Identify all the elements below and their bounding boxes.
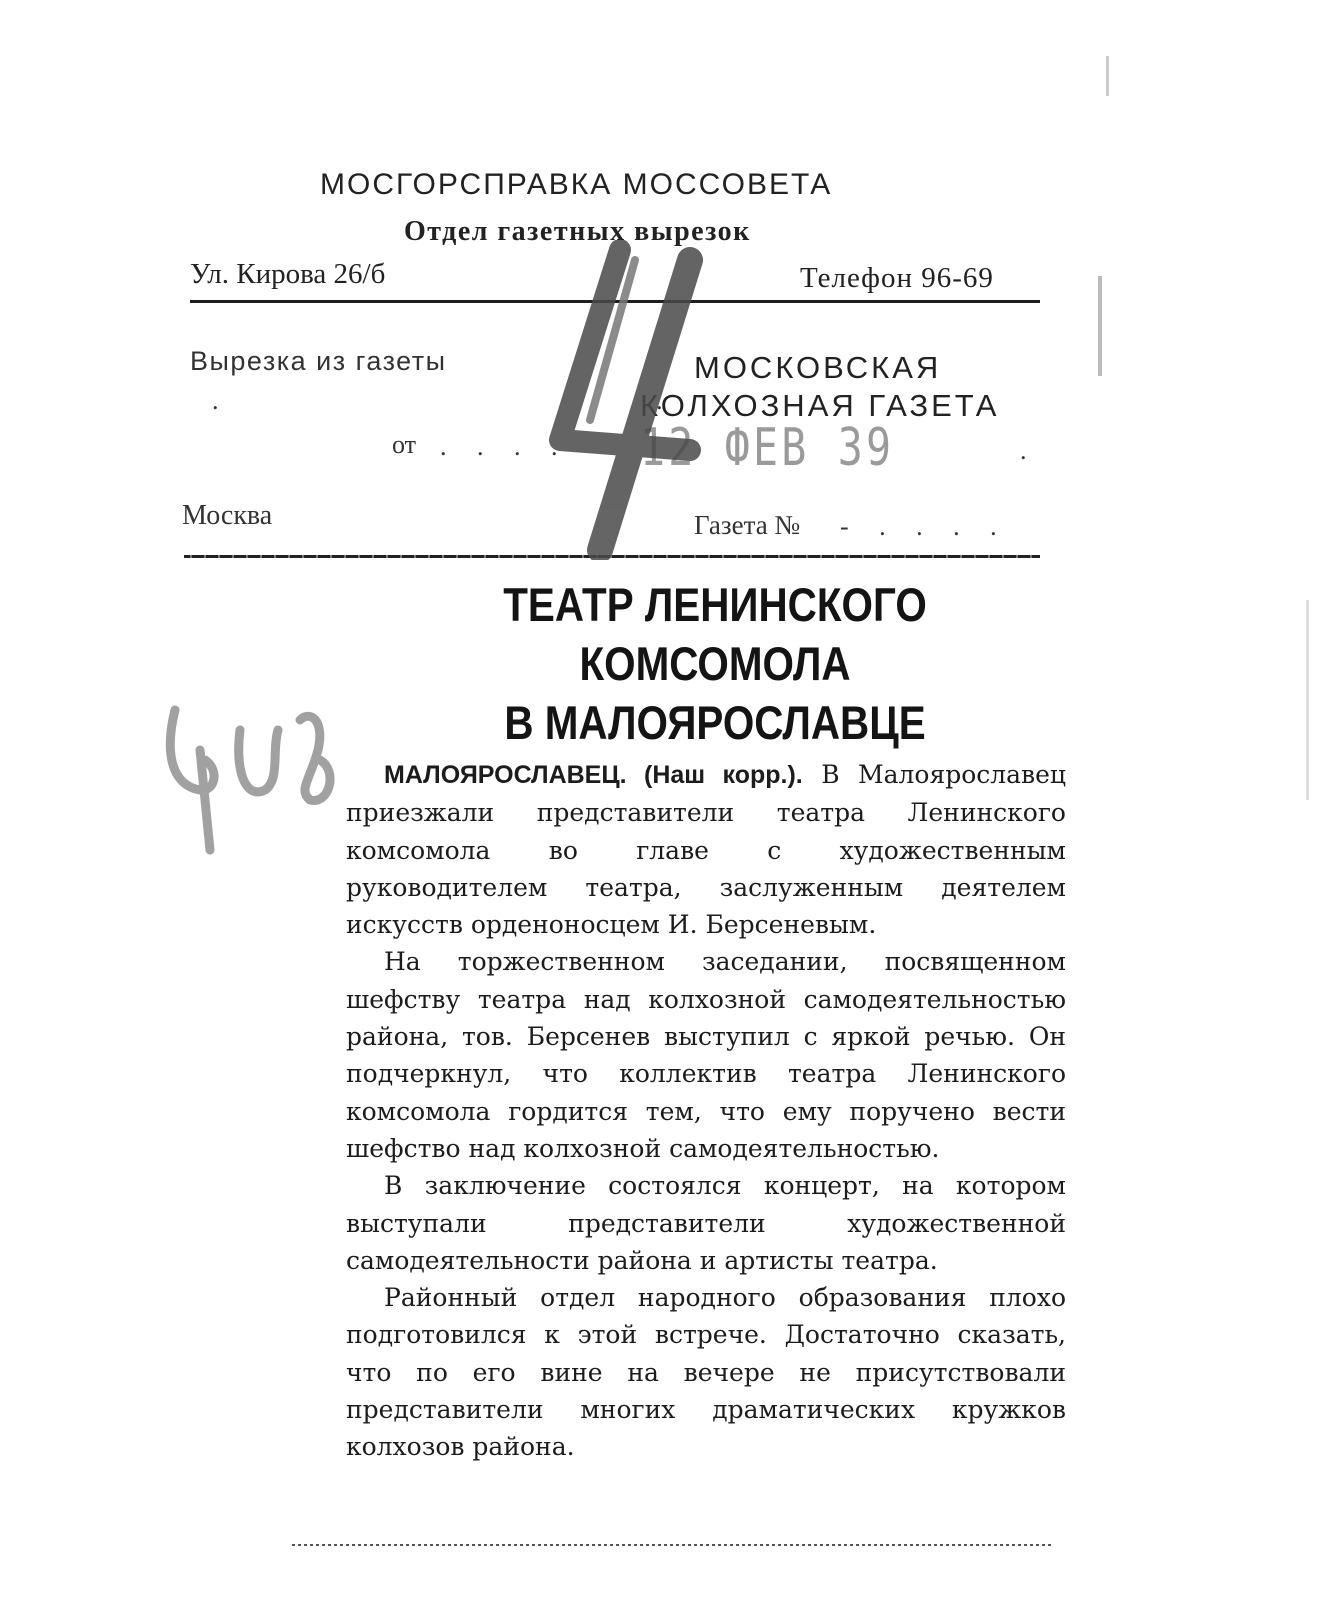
department-name: Отдел газетных вырезок [404,216,751,247]
article-dateline: МАЛОЯРОСЛАВЕЦ. (Наш корр.). [384,761,803,789]
dotted-fill: . . [212,386,675,415]
date-label: от [392,430,417,459]
scan-edge-mark [1098,276,1102,376]
publication-name-line1: МОСКОВСКАЯ [694,350,942,385]
article-paragraph: В заключение состоялся концерт, на котором выступали представители художественной самодеятельности района и артисты театра. [346,1171,1066,1275]
article-body [346,756,1066,1466]
article-paragraph: Районный отдел народного образования плохо подготовился к этой встрече. Достаточно сказать, что по его вине на вечере не присутствовали представители многих драматических кружков колхозов района. [346,1283,1066,1462]
clipping-bottom-edge [292,1544,1052,1546]
dotted-fill: - . . . . [840,512,1009,541]
article-paragraph: На торжественном заседании, посвященном шефству театра над колхозной самодеятельностью района, тов. Берсенев выступил с яркой речью. Он подчеркнул, что коллектив театра Ленинского комсомола гордится тем, что ему поручено вести шефство над колхозной самодеятельностью. [346,947,1066,1163]
date-stamp: 12 ФЕВ 39 [640,418,895,478]
address: Ул. Кирова 26/б [190,258,386,290]
scan-edge-mark [1106,56,1109,96]
organization-name: МОСГОРСПРАВКА МОССОВЕТА [320,168,833,201]
article-headline [461,575,968,752]
city-label: Москва [182,500,273,531]
handwritten-mark-large [540,240,740,560]
scan-edge-mark [1306,600,1309,800]
article-paragraph [346,756,1066,943]
headline-line: ТЕАТР ЛЕНИНСКОГО [503,578,927,631]
paragraph-text: В Малоярославец приезжали представители театра Ленинского комсомола во главе с художественным руководителем театра, заслуженным деятелем искусств орденоносцем И. Берсеневым. [346,760,1066,940]
dotted-fill: . [1020,436,1039,465]
headline-line: КОМСОМОЛА [579,637,851,690]
dotted-fill: . . . . [440,432,570,461]
issue-label: Газета № [694,510,801,540]
headline-line: В МАЛОЯРОСЛАВЦЕ [504,696,926,749]
phone-number: Телефон 96-69 [800,262,994,294]
handwritten-mark-number [160,690,350,860]
clipping-from-label: Вырезка из газеты [190,346,447,376]
publication-name-line2: КОЛХОЗНАЯ ГАЗЕТА [640,388,1000,423]
